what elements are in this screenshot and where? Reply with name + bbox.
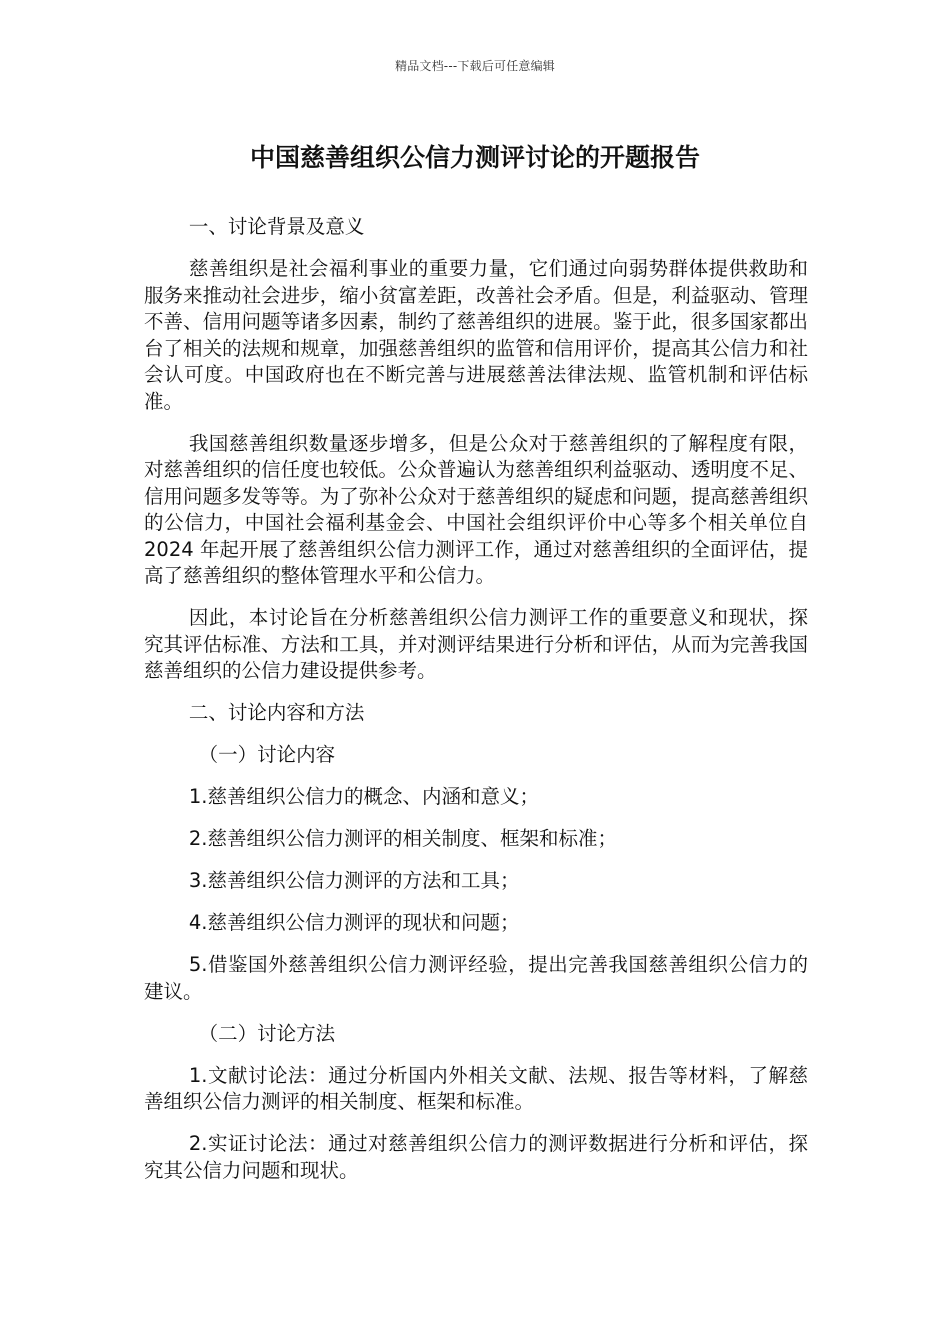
paragraph-background-3: 因此，本讨论旨在分析慈善组织公信力测评工作的重要意义和现状，探究其评估标准、方法和工具，并对测评结果进行分析和评估，从而为完善我国慈善组织的公信力建设提供参考。 xyxy=(144,606,808,682)
page-header: 精品文档---下载后可任意编辑 xyxy=(395,59,555,73)
paragraph-background-2: 我国慈善组织数量逐步增多，但是公众对于慈善组织的了解程度有限，对慈善组织的信任度也较低。公众普遍认为慈善组织利益驱动、透明度不足、信用问题多发等等。为了弥补公众对于慈善组织的疑虑和问题，提高慈善组织的公信力，中国社会福利基金会、中国社会组织评价中心等多个相关单位自 2024 年起开展了慈善组织公信力测评工作，通过对慈善组织的全面评估，提高了慈善组织的整体管理水平和公信力。 xyxy=(144,431,808,587)
list-item-content-4: 4.慈善组织公信力测评的现状和问题； xyxy=(188,911,520,934)
list-item-content-2: 2.慈善组织公信力测评的相关制度、框架和标准； xyxy=(188,827,617,850)
document-body xyxy=(144,214,808,1200)
list-item-method-1: 1.文献讨论法：通过分析国内外相关文献、法规、报告等材料，了解慈善组织公信力测评的相关制度、框架和标准。 xyxy=(144,1063,808,1113)
list-item-content-1: 1.慈善组织公信力的概念、内涵和意义； xyxy=(188,785,539,808)
list-item-method-2: 2.实证讨论法：通过对慈善组织公信力的测评数据进行分析和评估，探究其公信力问题和现状。 xyxy=(144,1132,808,1182)
list-item-content-5: 5.借鉴国外慈善组织公信力测评经验，提出完善我国慈善组织公信力的建议。 xyxy=(144,953,808,1003)
subsection-heading-content: （一）讨论内容 xyxy=(198,743,336,766)
section-heading-background: 一、讨论背景及意义 xyxy=(188,215,365,238)
paragraph-background-1: 慈善组织是社会福利事业的重要力量，它们通过向弱势群体提供救助和服务来推动社会进步，缩小贫富差距，改善社会矛盾。但是，利益驱动、管理不善、信用问题等诸多因素，制约了慈善组织的进展。鉴于此，很多国家都出台了相关的法规和规章，加强慈善组织的监管和信用评价，提高其公信力和社会认可度。中国政府也在不断完善与进展慈善法律法规、监管机制和评估标准。 xyxy=(144,257,808,413)
section-heading-content-method: 二、讨论内容和方法 xyxy=(188,701,365,724)
list-item-content-3: 3.慈善组织公信力测评的方法和工具； xyxy=(188,869,520,892)
document-title: 中国慈善组织公信力测评讨论的开题报告 xyxy=(249,143,700,172)
subsection-heading-method: （二）讨论方法 xyxy=(198,1021,336,1045)
